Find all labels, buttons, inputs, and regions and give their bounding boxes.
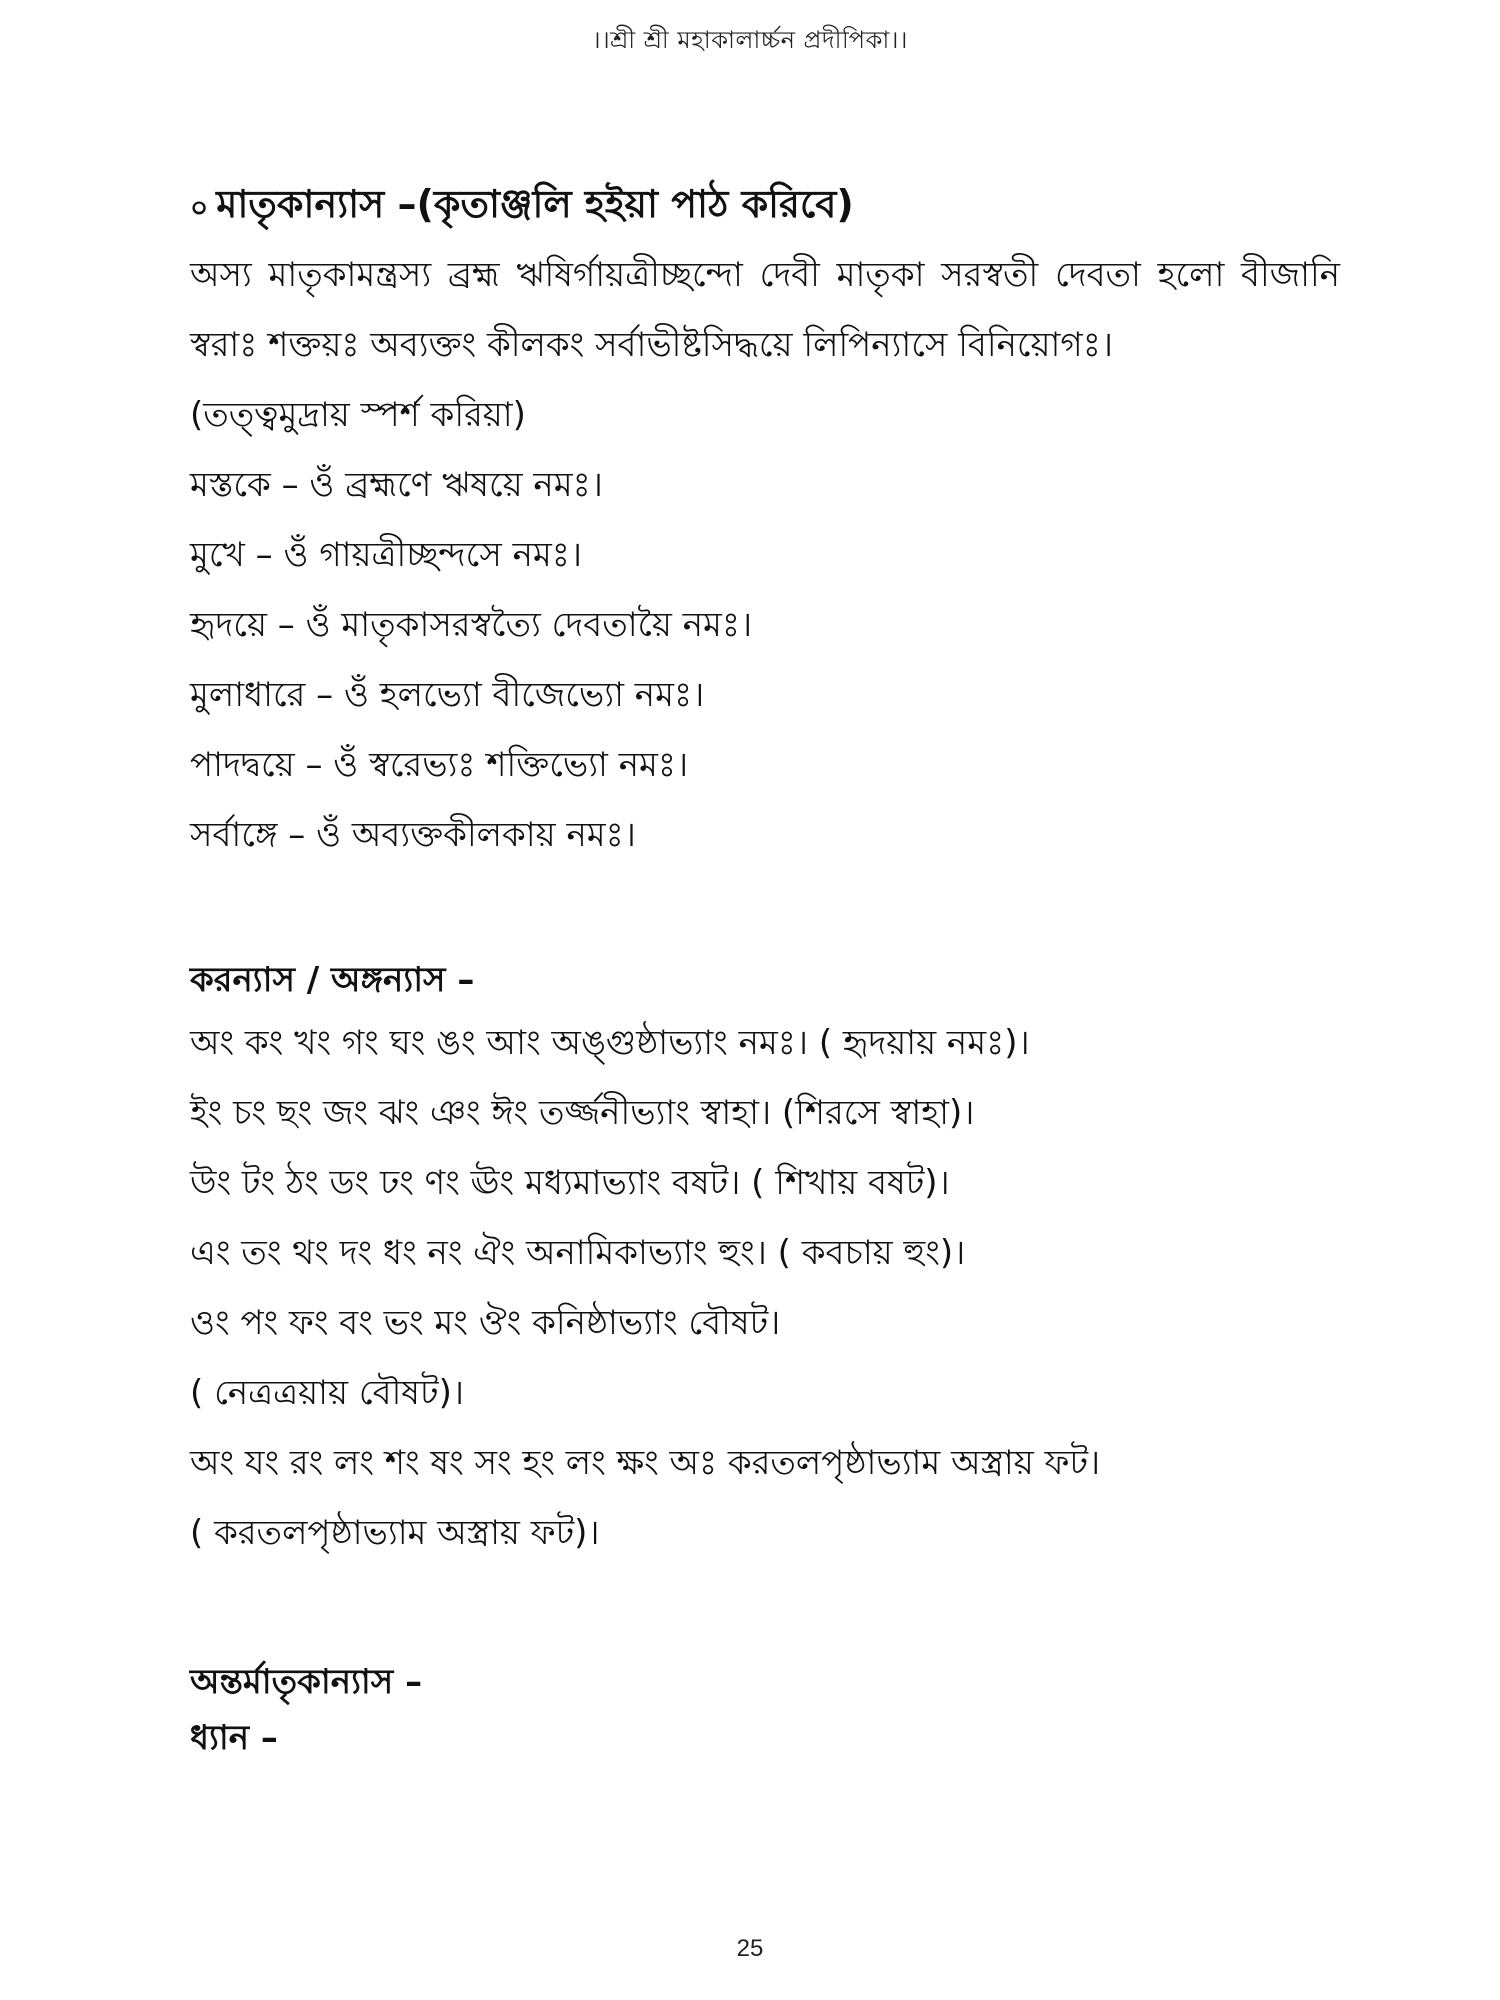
nyas-line: মুখে – ওঁ গায়ত্রীচ্ছন্দসে নমঃ।: [190, 535, 583, 575]
section-heading-matrikanyas: [190, 180, 1340, 232]
nyas-line: হৃদয়ে – ওঁ মাতৃকাসরস্বত্যৈ দেবতায়ৈ নমঃ।: [190, 605, 753, 645]
page-number: 25: [736, 1935, 764, 1962]
section-gap: [190, 1568, 1340, 1654]
nyas-line: পাদদ্বয়ে – ওঁ স্বরেভ্যঃ শক্তিভ্যো নমঃ।: [190, 745, 689, 785]
nyas-line: মুলাধারে – ওঁ হলভ্যো বীজেভ্যো নমঃ।: [190, 675, 705, 715]
mantra-line: ( নেত্রত্রয়ায় বৌষট)।: [190, 1373, 464, 1413]
mantra-line: ইং চং ছং জং ঝং ঞং ঈং তর্জ্জনীভ্যাং স্বাহা। (শিরসে স্বাহা)।: [190, 1093, 975, 1133]
mantra-line: উং টং ঠং ডং ঢং ণং ঊং মধ্যমাভ্যাং বষট। ( শিখায় বষট)।: [190, 1163, 950, 1203]
mantra-line: ওং পং ফং বং ভং মং ঔং কনিষ্ঠাভ্যাং বৌষট।: [190, 1303, 781, 1343]
nyas-line: সর্বাঙ্গে – ওঁ অব্যক্তকীলকায় নমঃ।: [190, 815, 636, 855]
mantra-line: অং যং রং লং শং ষং সং হং লং ক্ষং অঃ করতলপৃষ্ঠাভ্যাম অস্ত্রায় ফট।: [190, 1443, 1101, 1483]
mantra-line: অং কং খং গং ঘং ঙং আং অঙ্গুষ্ঠাভ্যাং নমঃ। ( হৃদয়ায় নমঃ)।: [190, 1023, 1030, 1063]
running-header: ।।শ্রী শ্রী মহাকালার্চ্চন প্রদীপিকা।।: [591, 26, 909, 54]
mantra-line: ( করতলপৃষ্ঠাভ্যাম অস্ত্রায় ফট)।: [190, 1513, 600, 1553]
section-heading-dhyan: ধ্যান –: [190, 1718, 278, 1758]
section-heading-text: মাতৃকান্যাস –(কৃতাঞ্জলি হইয়া পাঠ করিবে): [216, 182, 854, 226]
mantra-line: এং তং থং দং ধং নং ঐং অনামিকাভ্যাং হুং। ( কবচায় হুং)।: [190, 1233, 966, 1273]
section-gap: [190, 870, 1340, 952]
section-heading-karanyas: করন্যাস / অঙ্গন্যাস –: [190, 960, 475, 1000]
instruction-line: (তত্ত্বমুদ্রায় স্পর্শ করিয়া): [190, 395, 526, 435]
bullet-mark: ০: [190, 191, 209, 224]
section-heading-antarmatrikanyas: অন্তর্মাতৃকান্যাস –: [190, 1662, 423, 1702]
invocation-paragraph: অস্য মাতৃকামন্ত্রস্য ব্রহ্ম ঋষির্গায়ত্রীচ্ছন্দো দেবী মাতৃকা সরস্বতী দেবতা হলো বীজানি স্বরাঃ শক্তয়ঃ অব্যক্তং কীলকং সর্বাভীষ্টসিদ্ধয়ে লিপিন্যাসে বিনিয়োগঃ।: [190, 255, 1340, 365]
page-content: [190, 180, 1340, 1766]
nyas-line: মস্তকে – ওঁ ব্রহ্মণে ঋষয়ে নমঃ।: [190, 465, 603, 505]
